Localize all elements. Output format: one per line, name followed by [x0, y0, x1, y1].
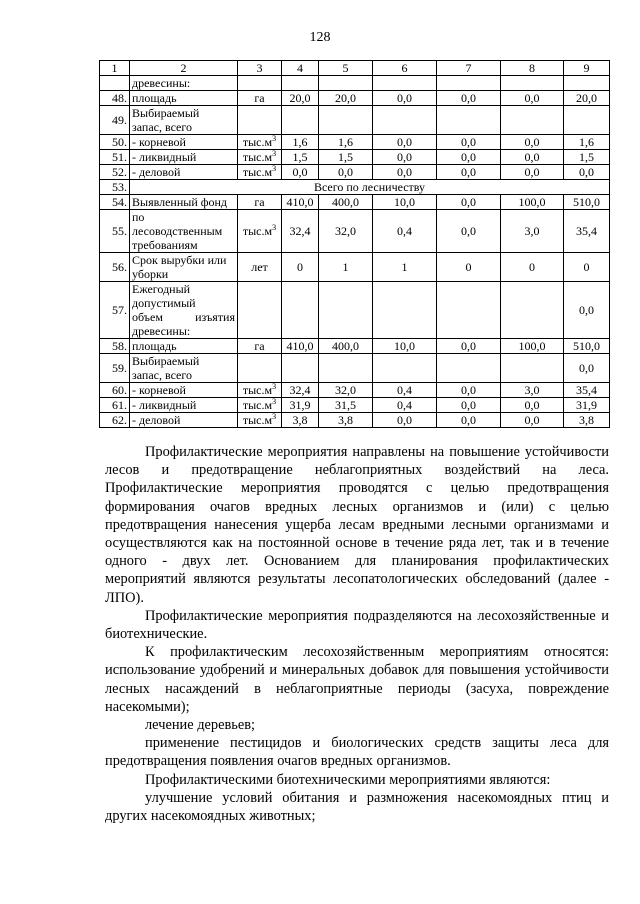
value-cell: 410,0	[282, 195, 319, 210]
indicator-name-line: по	[132, 210, 145, 224]
unit-cell	[238, 398, 282, 413]
value-cell: 510,0	[564, 195, 610, 210]
unit-superscript: 3	[272, 149, 277, 158]
unit-text: га	[254, 91, 265, 105]
value-cell	[282, 354, 319, 383]
unit-cell	[238, 91, 282, 106]
page-number: 128	[309, 30, 331, 45]
unit-text: тыс.м	[242, 165, 273, 179]
value-cell: 0	[437, 253, 501, 282]
indicator-name-line: Выбираемый	[132, 106, 200, 120]
indicator-name-line: площадь	[132, 91, 177, 105]
indicator-name	[130, 150, 238, 165]
paragraph: лечение деревьев;	[145, 717, 256, 734]
indicator-name-line: древесины:	[132, 76, 191, 90]
indicator-name-line: Срок вырубки или	[132, 253, 227, 267]
indicator-name	[130, 413, 238, 428]
unit-cell	[238, 195, 282, 210]
value-cell: 1,6	[564, 135, 610, 150]
table-row	[100, 339, 610, 354]
value-cell: 10,0	[373, 195, 437, 210]
value-cell	[373, 106, 437, 135]
value-cell: 410,0	[282, 339, 319, 354]
indicator-name	[130, 135, 238, 150]
indicator-name	[130, 210, 238, 253]
indicator-name-line: запас, всего	[132, 120, 192, 134]
indicator-name	[130, 106, 238, 135]
table-row	[100, 195, 610, 210]
value-cell: 20,0	[564, 91, 610, 106]
unit-text: тыс.м	[242, 398, 273, 412]
indicator-name-line: - деловой	[132, 413, 181, 427]
value-cell: 0,0	[373, 91, 437, 106]
value-cell: 31,9	[564, 398, 610, 413]
value-cell: 0,4	[373, 383, 437, 398]
value-cell	[319, 282, 373, 339]
value-cell: 0,0	[501, 413, 564, 428]
unit-text: лет	[251, 260, 268, 274]
indicator-name	[130, 339, 238, 354]
unit-superscript: 3	[272, 397, 277, 406]
unit-text: га	[254, 339, 265, 353]
unit-text: га	[254, 195, 265, 209]
value-cell	[319, 76, 373, 91]
unit-cell	[238, 76, 282, 91]
indicator-name-line: объем изъятия	[132, 310, 235, 324]
unit-cell	[238, 354, 282, 383]
section-title: Всего по лесничеству	[130, 180, 610, 195]
value-cell	[319, 354, 373, 383]
table-row	[100, 210, 610, 253]
unit-superscript: 3	[272, 134, 277, 143]
row-number: 51.	[100, 150, 130, 165]
row-number: 55.	[100, 210, 130, 253]
indicator-name-line: древесины:	[132, 324, 191, 338]
value-cell: 3,0	[501, 210, 564, 253]
value-cell: 1	[373, 253, 437, 282]
table-row	[100, 282, 610, 339]
unit-superscript: 3	[272, 223, 277, 232]
paragraph: К профилактическим лесохозяйственным мероприятиям относятся: использование удобрений и минеральных добавок для повышения устойчивости лесных насаждений в неблагоприятные периоды (засуха, повреждение насекомыми);	[105, 644, 609, 715]
table-row	[100, 150, 610, 165]
indicator-name	[130, 165, 238, 180]
value-cell: 0,0	[373, 413, 437, 428]
value-cell: 0,0	[564, 282, 610, 339]
value-cell: 0,0	[373, 135, 437, 150]
row-number	[100, 76, 130, 91]
value-cell: 0,0	[437, 339, 501, 354]
indicator-name	[130, 383, 238, 398]
unit-cell	[238, 413, 282, 428]
value-cell	[437, 76, 501, 91]
row-number: 50.	[100, 135, 130, 150]
row-number: 58.	[100, 339, 130, 354]
unit-cell	[238, 165, 282, 180]
indicator-name-line: лесоводственным	[132, 224, 223, 238]
indicator-name-line: - деловой	[132, 165, 181, 179]
indicator-name-line: Ежегодный	[132, 282, 191, 296]
unit-cell	[238, 135, 282, 150]
value-cell: 0,0	[437, 150, 501, 165]
table-row	[100, 354, 610, 383]
indicator-name-line: допустимый	[132, 296, 196, 310]
table-row	[100, 398, 610, 413]
value-cell: 400,0	[319, 195, 373, 210]
value-cell	[373, 76, 437, 91]
value-cell: 0,4	[373, 398, 437, 413]
unit-cell	[238, 210, 282, 253]
value-cell: 400,0	[319, 339, 373, 354]
value-cell: 0,0	[437, 195, 501, 210]
unit-cell	[238, 253, 282, 282]
table-row	[100, 91, 610, 106]
indicator-name	[130, 354, 238, 383]
unit-cell	[238, 282, 282, 339]
value-cell: 31,5	[319, 398, 373, 413]
value-cell: 32,0	[319, 210, 373, 253]
value-cell	[564, 106, 610, 135]
row-number: 61.	[100, 398, 130, 413]
value-cell: 510,0	[564, 339, 610, 354]
indicator-name-line: - ликвидный	[132, 150, 197, 164]
value-cell: 0,0	[501, 91, 564, 106]
header-cell: 8	[501, 61, 564, 76]
value-cell	[501, 354, 564, 383]
indicator-name	[130, 195, 238, 210]
value-cell: 1,6	[282, 135, 319, 150]
value-cell: 3,8	[282, 413, 319, 428]
row-number: 59.	[100, 354, 130, 383]
value-cell: 3,8	[564, 413, 610, 428]
value-cell: 32,4	[282, 383, 319, 398]
table-row	[100, 165, 610, 180]
value-cell: 0,0	[437, 91, 501, 106]
row-number: 57.	[100, 282, 130, 339]
value-cell: 1,5	[319, 150, 373, 165]
value-cell: 100,0	[501, 339, 564, 354]
indicator-name	[130, 76, 238, 91]
value-cell	[373, 354, 437, 383]
value-cell: 0,0	[437, 165, 501, 180]
value-cell: 3,0	[501, 383, 564, 398]
indicator-name-line: Выбираемый	[132, 354, 200, 368]
value-cell: 0,0	[437, 383, 501, 398]
value-cell: 100,0	[501, 195, 564, 210]
value-cell	[564, 76, 610, 91]
row-number: 52.	[100, 165, 130, 180]
row-number: 48.	[100, 91, 130, 106]
row-number: 62.	[100, 413, 130, 428]
value-cell	[282, 106, 319, 135]
value-cell	[501, 282, 564, 339]
value-cell: 35,4	[564, 210, 610, 253]
value-cell: 0	[282, 253, 319, 282]
table-row	[100, 135, 610, 150]
value-cell: 0	[501, 253, 564, 282]
value-cell: 0,0	[437, 135, 501, 150]
value-cell: 35,4	[564, 383, 610, 398]
value-cell: 3,8	[319, 413, 373, 428]
body-text	[105, 443, 609, 825]
header-cell: 2	[130, 61, 238, 76]
value-cell	[437, 106, 501, 135]
value-cell: 1,5	[564, 150, 610, 165]
header-cell: 6	[373, 61, 437, 76]
indicator-name-line: Выявленный фонд	[132, 195, 228, 209]
row-number: 54.	[100, 195, 130, 210]
table-header-row	[100, 61, 610, 76]
header-cell: 5	[319, 61, 373, 76]
indicator-name-line: площадь	[132, 339, 177, 353]
value-cell: 0,0	[564, 354, 610, 383]
unit-text: тыс.м	[242, 135, 273, 149]
value-cell	[282, 76, 319, 91]
value-cell	[373, 282, 437, 339]
header-cell: 3	[238, 61, 282, 76]
paragraph: улучшение условий обитания и размножения насекомоядных птиц и других насекомоядных животных;	[105, 789, 609, 825]
unit-text: тыс.м	[242, 383, 273, 397]
value-cell: 0,0	[319, 165, 373, 180]
unit-cell	[238, 106, 282, 135]
unit-superscript: 3	[272, 382, 277, 391]
value-cell: 1,5	[282, 150, 319, 165]
value-cell: 0	[564, 253, 610, 282]
value-cell: 0,0	[437, 398, 501, 413]
table-row	[100, 383, 610, 398]
value-cell	[282, 282, 319, 339]
value-cell: 32,4	[282, 210, 319, 253]
value-cell	[437, 354, 501, 383]
header-cell: 1	[100, 61, 130, 76]
value-cell	[501, 76, 564, 91]
unit-text: тыс.м	[242, 150, 273, 164]
table-row	[100, 253, 610, 282]
value-cell: 0,0	[437, 210, 501, 253]
row-number: 53.	[100, 180, 130, 195]
value-cell: 31,9	[282, 398, 319, 413]
value-cell: 0,0	[501, 135, 564, 150]
indicator-name	[130, 282, 238, 339]
unit-text: тыс.м	[242, 413, 273, 427]
value-cell: 32,0	[319, 383, 373, 398]
forestry-table	[99, 60, 610, 428]
table-row	[100, 106, 610, 135]
header-cell: 7	[437, 61, 501, 76]
value-cell: 0,0	[501, 165, 564, 180]
unit-text: тыс.м	[242, 224, 273, 238]
indicator-name-line: запас, всего	[132, 368, 192, 382]
unit-superscript: 3	[272, 412, 277, 421]
value-cell	[319, 106, 373, 135]
indicator-name-line: - корневой	[132, 135, 186, 149]
unit-superscript: 3	[272, 164, 277, 173]
value-cell: 20,0	[319, 91, 373, 106]
paragraph: применение пестицидов и биологических средств защиты леса для предотвращения появления очагов вредных организмов.	[105, 735, 609, 770]
value-cell: 20,0	[282, 91, 319, 106]
table-row	[100, 180, 610, 195]
table-row	[100, 413, 610, 428]
value-cell: 0,0	[282, 165, 319, 180]
value-cell: 1	[319, 253, 373, 282]
value-cell	[437, 282, 501, 339]
value-cell: 0,0	[373, 150, 437, 165]
indicator-name	[130, 398, 238, 413]
value-cell: 0,0	[501, 398, 564, 413]
unit-cell	[238, 383, 282, 398]
unit-cell	[238, 150, 282, 165]
value-cell: 10,0	[373, 339, 437, 354]
indicator-name-line: - корневой	[132, 383, 186, 397]
value-cell: 0,0	[564, 165, 610, 180]
value-cell: 1,6	[319, 135, 373, 150]
indicator-name	[130, 253, 238, 282]
indicator-name-line: требованиям	[132, 238, 198, 252]
paragraph: Профилактическими биотехническими мероприятиями являются:	[145, 771, 551, 788]
indicator-name	[130, 91, 238, 106]
value-cell: 0,0	[373, 165, 437, 180]
indicator-name-line: уборки	[132, 267, 169, 281]
paragraph: Профилактические мероприятия направлены на повышение устойчивости лесов и предотвращение неблагоприятных воздействий на леса. Профилактические мероприятия проводятся с целью предотвращения формирования очагов вредных лесных организмов и (или) с целью предотвращения нанесения ущерба лесам вредными лесными организмами и осуществляются как на постоянной основе в течение ряда лет, так и в течение одного - двух лет. Основанием для планирования профилактических мероприятий являются результаты лесопатологических обследований (далее - ЛПО).	[105, 444, 609, 606]
row-number: 49.	[100, 106, 130, 135]
row-number: 60.	[100, 383, 130, 398]
value-cell: 0,0	[501, 150, 564, 165]
indicator-name-line: - ликвидный	[132, 398, 197, 412]
value-cell: 0,4	[373, 210, 437, 253]
header-cell: 9	[564, 61, 610, 76]
row-number: 56.	[100, 253, 130, 282]
value-cell	[501, 106, 564, 135]
unit-cell	[238, 339, 282, 354]
paragraph: Профилактические мероприятия подразделяются на лесохозяйственные и биотехнические.	[105, 607, 609, 643]
value-cell: 0,0	[437, 413, 501, 428]
header-cell: 4	[282, 61, 319, 76]
table-row	[100, 76, 610, 91]
